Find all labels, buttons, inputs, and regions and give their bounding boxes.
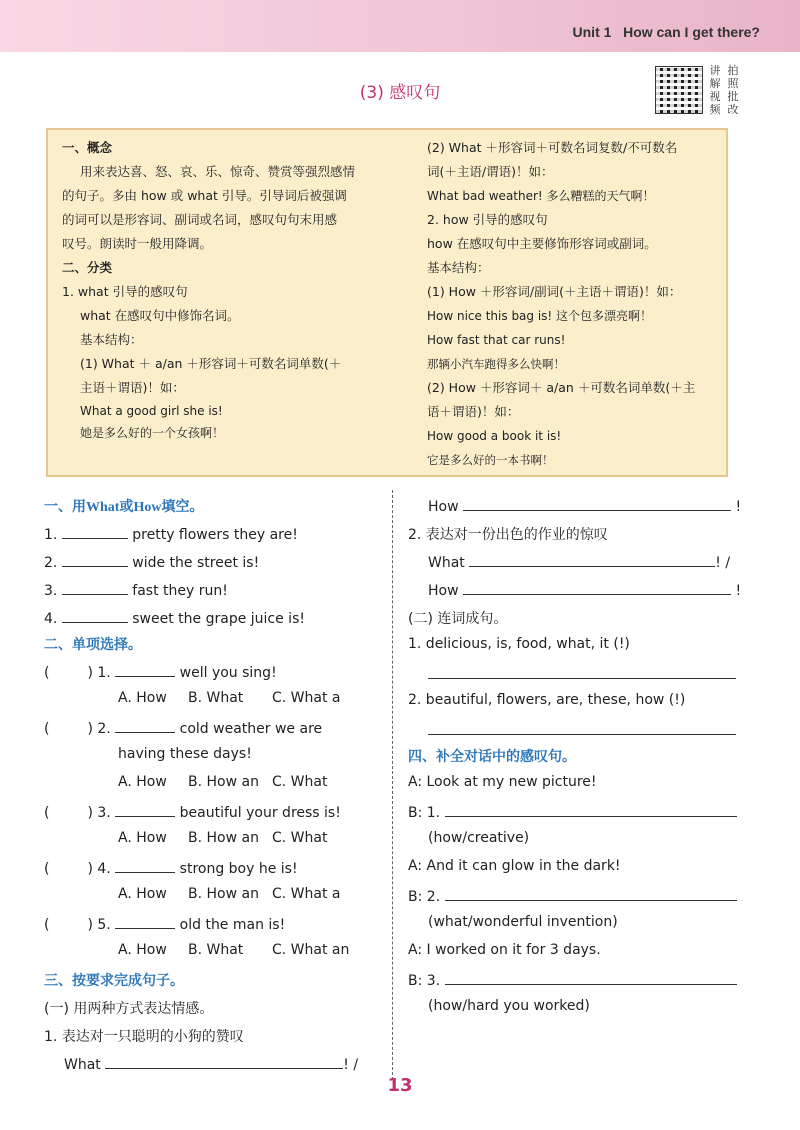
exercise3-item: 1. 表达对一只聪明的小狗的赞叹 — [44, 1029, 244, 1045]
column-divider — [392, 490, 393, 1080]
exercise3-answer-line — [428, 720, 736, 739]
dialogue-hint: (how/creative) — [428, 830, 530, 846]
dialogue-hint: (what/wonderful invention) — [428, 914, 618, 930]
answer-blank[interactable] — [428, 664, 736, 679]
concept-text: (2) How ＋形容词＋ a/an ＋可数名词单数(＋主 — [427, 380, 696, 395]
example-sentence: What bad weather! 多么糟糕的天气啊！ — [427, 189, 655, 203]
exercise3-sub2: (二) 连词成句。 — [408, 611, 508, 627]
concept-text: 用来表达喜、怒、哀、乐、惊奇、赞赏等强烈感情 — [80, 164, 356, 179]
concept-right-column — [427, 136, 727, 472]
dialogue-line: A: Look at my new picture! — [408, 774, 597, 790]
exercise3-item: 2. 表达对一份出色的作业的惊叹 — [408, 527, 608, 543]
exercise3-heading: 三、按要求完成句子。 — [44, 973, 184, 989]
unit-title: How can I get there? — [623, 24, 760, 40]
exercise3-answer-line — [428, 664, 736, 683]
qr-code-icon — [655, 66, 703, 114]
exercise1-item: 1. pretty flowers they are! — [44, 524, 298, 543]
exercise2-question: ( ) 3. beautiful your dress is! — [44, 802, 341, 821]
exercise2-question: ( ) 5. old the man is! — [44, 914, 285, 933]
concept-text: 基本结构： — [427, 260, 490, 275]
page-number: 13 — [387, 1075, 413, 1096]
example-translation: 那辆小汽车跑得多么快啊！ — [427, 357, 565, 371]
option-b[interactable]: B. How an — [188, 774, 259, 790]
classification-heading: 二、分类 — [62, 260, 113, 275]
option-c[interactable]: C. What an — [272, 942, 350, 958]
answer-blank[interactable] — [463, 496, 731, 511]
option-b[interactable]: B. What — [188, 690, 244, 706]
exercise2-question-cont: having these days! — [118, 746, 252, 762]
concept-text: 1. what 引导的感叹句 — [62, 284, 188, 299]
option-a[interactable]: A. How — [118, 942, 167, 958]
answer-blank[interactable] — [115, 858, 175, 873]
answer-blank[interactable] — [463, 580, 731, 595]
option-a[interactable]: A. How — [118, 690, 167, 706]
option-b[interactable]: B. How an — [188, 830, 259, 846]
answer-blank[interactable] — [445, 886, 737, 901]
option-a[interactable]: A. How — [118, 774, 167, 790]
dialogue-line: B: 2. — [408, 886, 737, 905]
option-b[interactable]: B. How an — [188, 886, 259, 902]
example-sentence: How good a book it is! — [427, 429, 562, 443]
concept-text: 叹号。朗读时一般用降调。 — [62, 236, 213, 251]
concept-text: 的词可以是形容词、副词或名词，感叹句句末用感 — [62, 212, 338, 227]
answer-blank[interactable] — [445, 802, 737, 817]
dialogue-line: B: 1. — [408, 802, 737, 821]
page-header — [0, 0, 800, 52]
example-sentence: How nice this bag is! 这个包多漂亮啊！ — [427, 309, 653, 323]
dialogue-line: A: I worked on it for 3 days. — [408, 942, 601, 958]
example-sentence: What a good girl she is! — [80, 404, 223, 418]
exercise4-heading: 四、补全对话中的感叹句。 — [408, 749, 576, 765]
exercise2-question: ( ) 2. cold weather we are — [44, 718, 322, 737]
exercise2-options — [118, 942, 349, 958]
option-c[interactable]: C. What a — [272, 886, 341, 902]
dialogue-line: A: And it can glow in the dark! — [408, 858, 621, 874]
exercise2-question: ( ) 4. strong boy he is! — [44, 858, 298, 877]
header-title — [573, 24, 760, 40]
section-title: (3) 感叹句 — [359, 83, 441, 103]
exercise2-options — [118, 830, 327, 846]
example-translation: 它是多么好的一本书啊！ — [427, 453, 554, 467]
exercise1-item: 2. wide the street is! — [44, 552, 259, 571]
exercise3-item: 2. beautiful, flowers, are, these, how (!) — [408, 692, 686, 708]
concept-text: how 在感叹句中主要修饰形容词或副词。 — [427, 236, 657, 251]
exercise3-item: 1. delicious, is, food, what, it (!) — [408, 636, 630, 652]
answer-blank[interactable] — [62, 552, 128, 567]
concept-text: 主语＋谓语)！如： — [80, 380, 185, 395]
answer-blank[interactable] — [62, 524, 128, 539]
dialogue-hint: (how/hard you worked) — [428, 998, 590, 1014]
exercise2-options — [118, 690, 341, 706]
exercise3-answer-line: How ! — [428, 496, 741, 515]
answer-blank[interactable] — [62, 608, 128, 623]
exercise2-options — [118, 774, 327, 790]
concept-left-column — [62, 136, 384, 444]
concept-text: (2) What ＋形容词＋可数名词复数/不可数名 — [427, 140, 678, 155]
option-c[interactable]: C. What — [272, 830, 328, 846]
concept-text: (1) How ＋形容词/副词(＋主语＋谓语)！如： — [427, 284, 682, 299]
exercise2-heading: 二、单项选择。 — [44, 637, 142, 653]
exercise3-answer-line: What ! / — [64, 1054, 358, 1073]
example-sentence: How fast that car runs! — [427, 333, 566, 347]
qr-label: 讲 拍 解 照 视 批 频 改 — [709, 64, 739, 116]
answer-blank[interactable] — [469, 552, 715, 567]
answer-blank[interactable] — [115, 662, 175, 677]
concept-text: 的句子。多由 how 或 what 引导。引导词后被强调 — [62, 188, 347, 203]
exercise1-item: 3. fast they run! — [44, 580, 228, 599]
answer-blank[interactable] — [428, 720, 736, 735]
concept-text: (1) What ＋ a/an ＋形容词＋可数名词单数(＋ — [80, 356, 342, 371]
option-a[interactable]: A. How — [118, 830, 167, 846]
concept-text: 词(＋主语/谓语)！如： — [427, 164, 554, 179]
concept-text: 基本结构： — [80, 332, 143, 347]
example-translation: 她是多么好的一个女孩啊！ — [80, 426, 225, 440]
concept-text: what 在感叹句中修饰名词。 — [80, 308, 240, 323]
exercise3-answer-line: What ! / — [428, 552, 730, 571]
exercise1-heading: 一、用What或How填空。 — [44, 499, 204, 515]
option-a[interactable]: A. How — [118, 886, 167, 902]
option-c[interactable]: C. What a — [272, 690, 341, 706]
answer-blank[interactable] — [115, 914, 175, 929]
concept-text: 语＋谓语)！如： — [427, 404, 520, 419]
unit-label: Unit 1 — [572, 24, 612, 40]
exercise2-options — [118, 886, 341, 902]
exercise2-question: ( ) 1. well you sing! — [44, 662, 277, 681]
exercise3-sub1: (一) 用两种方式表达情感。 — [44, 1001, 214, 1017]
option-c[interactable]: C. What — [272, 774, 328, 790]
exercise3-answer-line: How ! — [428, 580, 741, 599]
exercise1-item: 4. sweet the grape juice is! — [44, 608, 305, 627]
answer-blank[interactable] — [115, 802, 175, 817]
answer-blank[interactable] — [445, 970, 737, 985]
answer-blank[interactable] — [62, 580, 128, 595]
answer-blank[interactable] — [105, 1054, 343, 1069]
option-b[interactable]: B. What — [188, 942, 244, 958]
concept-heading: 一、概念 — [62, 140, 113, 155]
dialogue-line: B: 3. — [408, 970, 737, 989]
answer-blank[interactable] — [115, 718, 175, 733]
concept-text: 2. how 引导的感叹句 — [427, 212, 548, 227]
